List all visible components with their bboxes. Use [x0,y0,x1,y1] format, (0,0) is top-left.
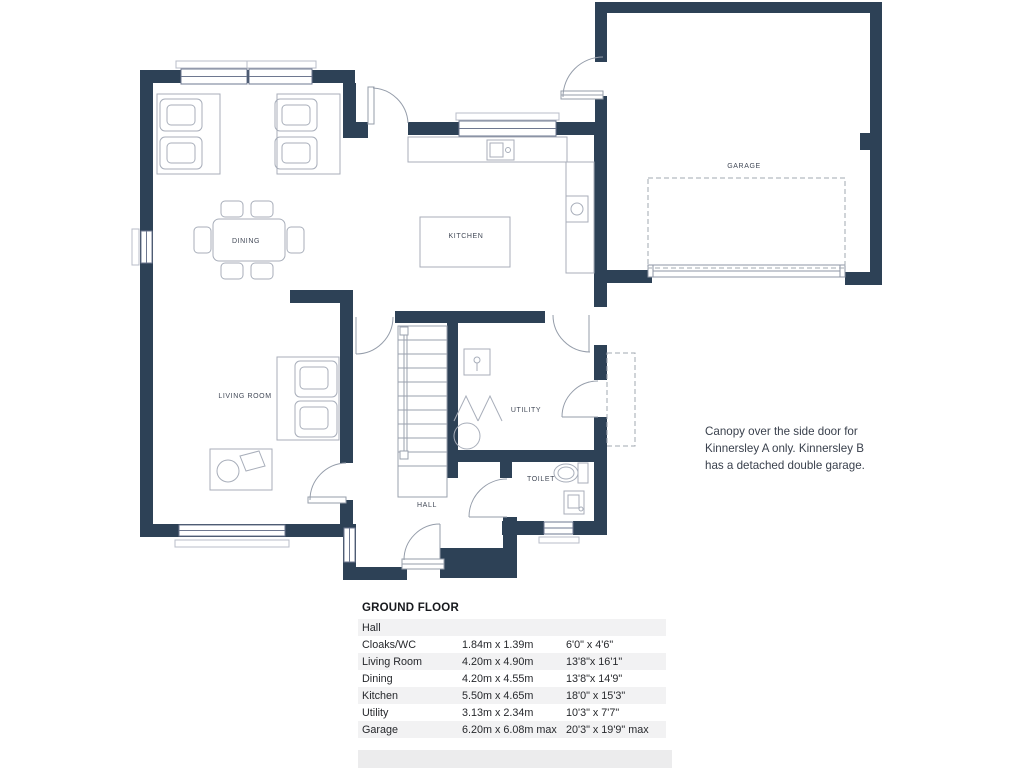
armchair-group-right [275,94,340,174]
room-name: Hall [362,621,381,634]
table-row [358,619,666,636]
canopy-note [705,423,885,474]
walls [140,2,882,580]
toilet-basin [564,491,584,514]
dining-passage-door [356,317,393,354]
imperial-size: 6'0" x 4'6" [566,638,614,651]
metric-size: 5.50m x 4.65m [462,689,534,702]
label-kitchen: KITCHEN [448,233,484,240]
garage-clearance-dashed [648,178,845,268]
table-row [358,721,666,738]
metric-size: 3.13m x 2.34m [462,706,534,719]
tv-unit [210,449,272,490]
imperial-size: 18'0" x 15'3" [566,689,626,702]
label-hall: HALL [417,502,437,509]
metric-size: 6.20m x 6.08m max [462,723,557,736]
kitchen-island [420,217,510,267]
footer-band [358,750,672,768]
table-row [358,636,666,653]
table-row [358,687,666,704]
stairs [398,326,447,497]
toilet-door [469,479,507,517]
note-line: Kinnersley A only. Kinnersley B [705,442,864,455]
front-door [402,524,444,569]
table-row [358,670,666,687]
label-dining: DINING [231,238,261,245]
table-title: GROUND FLOOR [362,602,459,614]
metric-size: 4.20m x 4.90m [462,655,534,668]
label-utility: UTILITY [510,407,542,414]
room-name: Utility [362,706,389,719]
note-line: has a detached double garage. [705,459,865,472]
toilet-wc [554,463,588,483]
dashed-outlines [607,178,845,446]
imperial-size: 13'8"x 14'9" [566,672,623,685]
garage-side-door [561,57,603,99]
utility-door [553,315,590,352]
label-toilet: TOILET [527,476,555,483]
armchair-group-left [157,94,220,174]
metric-size: 4.20m x 4.55m [462,672,534,685]
room-name: Cloaks/WC [362,638,416,651]
living-room-door [308,463,346,503]
room-name: Living Room [362,655,423,668]
garage-door [648,265,845,277]
dimensions-table [358,600,666,738]
garden-door [368,87,408,124]
kitchen-counter [408,137,594,273]
metric-size: 1.84m x 1.39m [462,638,534,651]
table-row [358,653,666,670]
utility-fittings [454,349,502,449]
canopy-dashed [607,353,635,446]
label-living-room: LIVING ROOM [218,393,272,400]
label-garage: GARAGE [727,163,761,170]
imperial-size: 20'3" x 19'9" max [566,723,649,736]
room-name: Dining [362,672,393,685]
imperial-size: 10'3" x 7'7" [566,706,620,719]
living-room-sofas [277,357,339,440]
imperial-size: 13'8"x 16'1" [566,655,623,668]
room-name: Kitchen [362,689,399,702]
side-door [562,381,598,417]
table-row [358,704,666,721]
room-name: Garage [362,723,399,736]
note-line: Canopy over the side door for [705,425,858,438]
